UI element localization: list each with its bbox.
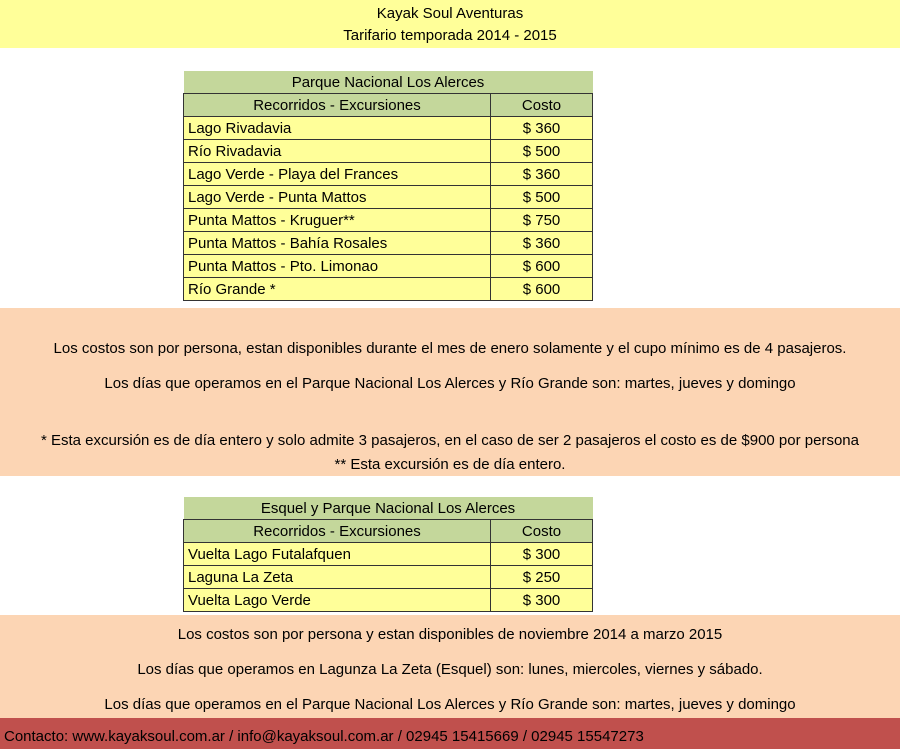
route-cost: $ 360 [491, 117, 593, 140]
conditions-note-los-alerces [0, 308, 900, 476]
route-cost: $ 600 [491, 255, 593, 278]
route-name: Vuelta Lago Verde [184, 589, 491, 612]
route-name: Punta Mattos - Bahía Rosales [184, 232, 491, 255]
note-price-conditions: Los costos son por persona y estan disponibles de noviembre 2014 a marzo 2015 [177, 626, 723, 643]
route-name: Punta Mattos - Kruguer** [184, 209, 491, 232]
route-cost: $ 750 [491, 209, 593, 232]
table-row [184, 186, 593, 209]
table-title: Esquel y Parque Nacional Los Alerces [184, 497, 593, 520]
company-name: Kayak Soul Aventuras [376, 5, 524, 22]
column-header-cost: Costo [491, 94, 593, 117]
route-name: Río Grande * [184, 278, 491, 301]
route-cost: $ 500 [491, 140, 593, 163]
column-header-cost: Costo [491, 520, 593, 543]
contact-info: Contacto: www.kayaksoul.com.ar / info@kayaksoul.com.ar / 02945 15415669 / 02945 15547273 [4, 728, 644, 745]
note-operating-days-alerces: Los días que operamos en el Parque Nacional Los Alerces y Río Grande son: martes, jueves y domingo [104, 696, 796, 713]
table-row [184, 543, 593, 566]
route-cost: $ 360 [491, 163, 593, 186]
header-banner [0, 0, 900, 48]
table-title: Parque Nacional Los Alerces [184, 71, 593, 94]
route-cost: $ 300 [491, 543, 593, 566]
route-cost: $ 300 [491, 589, 593, 612]
table-row [184, 566, 593, 589]
route-cost: $ 360 [491, 232, 593, 255]
contact-footer [0, 718, 900, 749]
conditions-note-esquel [0, 615, 900, 718]
note-full-day-single-star: * Esta excursión es de día entero y solo admite 3 pasajeros, en el caso de ser 2 pasajeros el costo es de $900 por persona [41, 432, 859, 449]
column-header-route: Recorridos - Excursiones [184, 94, 491, 117]
route-cost: $ 500 [491, 186, 593, 209]
route-name: Laguna La Zeta [184, 566, 491, 589]
route-name: Lago Verde - Punta Mattos [184, 186, 491, 209]
note-operating-days: Los días que operamos en el Parque Nacional Los Alerces y Río Grande son: martes, jueves y domingo [104, 375, 796, 392]
table-row [184, 278, 593, 301]
column-header-route: Recorridos - Excursiones [184, 520, 491, 543]
table-row [184, 232, 593, 255]
table-row [184, 589, 593, 612]
season-title: Tarifario temporada 2014 - 2015 [343, 27, 557, 44]
route-name: Lago Verde - Playa del Frances [184, 163, 491, 186]
table-row [184, 140, 593, 163]
route-name: Vuelta Lago Futalafquen [184, 543, 491, 566]
route-name: Río Rivadavia [184, 140, 491, 163]
table-row [184, 163, 593, 186]
price-table-los-alerces [183, 71, 593, 301]
table-row [184, 117, 593, 140]
route-cost: $ 600 [491, 278, 593, 301]
route-cost: $ 250 [491, 566, 593, 589]
note-full-day-double-star: ** Esta excursión es de día entero. [334, 456, 566, 473]
route-name: Lago Rivadavia [184, 117, 491, 140]
table-row [184, 209, 593, 232]
route-name: Punta Mattos - Pto. Limonao [184, 255, 491, 278]
note-operating-days-esquel: Los días que operamos en Lagunza La Zeta (Esquel) son: lunes, miercoles, viernes y sábado. [137, 661, 763, 678]
note-price-conditions: Los costos son por persona, estan disponibles durante el mes de enero solamente y el cupo mínimo es de 4 pasajeros. [53, 340, 847, 357]
table-row [184, 255, 593, 278]
price-table-esquel [183, 497, 593, 612]
